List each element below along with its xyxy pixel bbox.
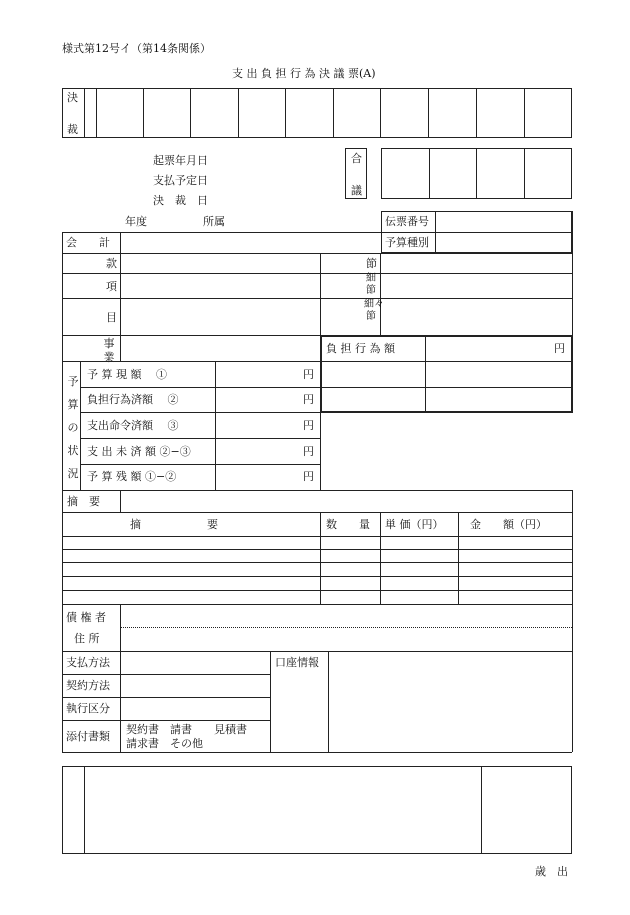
budget-row-5-unit: 円 — [303, 470, 314, 483]
shozoku-label: 所属 — [203, 215, 225, 228]
kessai-char-2: 裁 — [67, 123, 78, 136]
kessai-date-label: 決 裁 日 — [153, 194, 208, 207]
budget-row-2-label: 負担行為済額 ② — [87, 393, 179, 406]
kou-label: 項 — [106, 280, 117, 293]
futan-unit: 円 — [554, 342, 565, 355]
items-header-tanka: 単 価（円） — [385, 518, 444, 531]
budget-row-4-label: 支 出 未 済 額 ②−③ — [87, 445, 191, 458]
saisaisetsu-label: 細々節 — [364, 299, 384, 322]
shiharai-yotei-label: 支払予定日 — [153, 174, 208, 187]
yosan-shubetsu-label: 予算種別 — [385, 236, 429, 249]
tekiyo-label: 摘 要 — [67, 495, 100, 508]
bottom-box — [62, 766, 572, 854]
items-header-suryo: 数 量 — [326, 518, 370, 531]
futan-label: 負 担 行 為 額 — [326, 342, 395, 355]
koza-joho-label: 口座情報 — [275, 656, 319, 669]
kessai-char-1: 決 — [67, 91, 78, 104]
budget-row-1-label: 予 算 現 額 ① — [87, 368, 167, 381]
budget-row-1-unit: 円 — [303, 368, 314, 381]
form-title: 支 出 負 担 行 為 決 議 票(A) — [232, 67, 376, 80]
attachments-line-1: 契約書 請書 見積書 — [126, 723, 247, 736]
gougi-char-2: 議 — [351, 184, 362, 197]
budget-status-label: 予算の状況 — [67, 375, 79, 480]
keiyaku-houhou-label: 契約方法 — [66, 679, 110, 692]
budget-row-5-label: 予 算 残 額 ①−② — [87, 470, 177, 483]
items-header-tekiyo: 摘 要 — [130, 518, 218, 531]
saisetsu-label: 細節 — [366, 273, 376, 296]
saishutsu-label: 歳 出 — [535, 865, 568, 878]
budget-row-2-unit: 円 — [303, 393, 314, 406]
budget-row-3-unit: 円 — [303, 419, 314, 432]
moku-label: 目 — [106, 311, 117, 324]
jigyou-label: 事業 — [103, 337, 115, 364]
tenpu-shorui-label: 添付書類 — [66, 730, 110, 743]
jusho-label: 住 所 — [74, 632, 100, 645]
shiharai-houhou-label: 支払方法 — [66, 656, 110, 669]
budget-row-3-label: 支出命令済額 ③ — [87, 419, 179, 432]
shikkou-kubun-label: 執行区分 — [66, 702, 110, 715]
kihyo-date-label: 起票年月日 — [153, 154, 208, 167]
setsu-label: 節 — [366, 257, 377, 270]
approval-box — [62, 88, 572, 138]
saikensha-label: 債 権 者 — [66, 611, 106, 624]
nendo-label: 年度 — [125, 215, 147, 228]
kaikei-label: 会 計 — [66, 236, 110, 249]
denpyo-bango-label: 伝票番号 — [385, 215, 429, 228]
budget-row-4-unit: 円 — [303, 445, 314, 458]
attachments-line-2: 請求書 その他 — [126, 737, 203, 750]
gougi-char-1: 合 — [351, 152, 362, 165]
kan-label: 款 — [106, 257, 117, 270]
form-number: 様式第12号イ（第14条関係） — [62, 42, 211, 55]
items-header-kingaku: 金 額（円） — [470, 518, 547, 531]
